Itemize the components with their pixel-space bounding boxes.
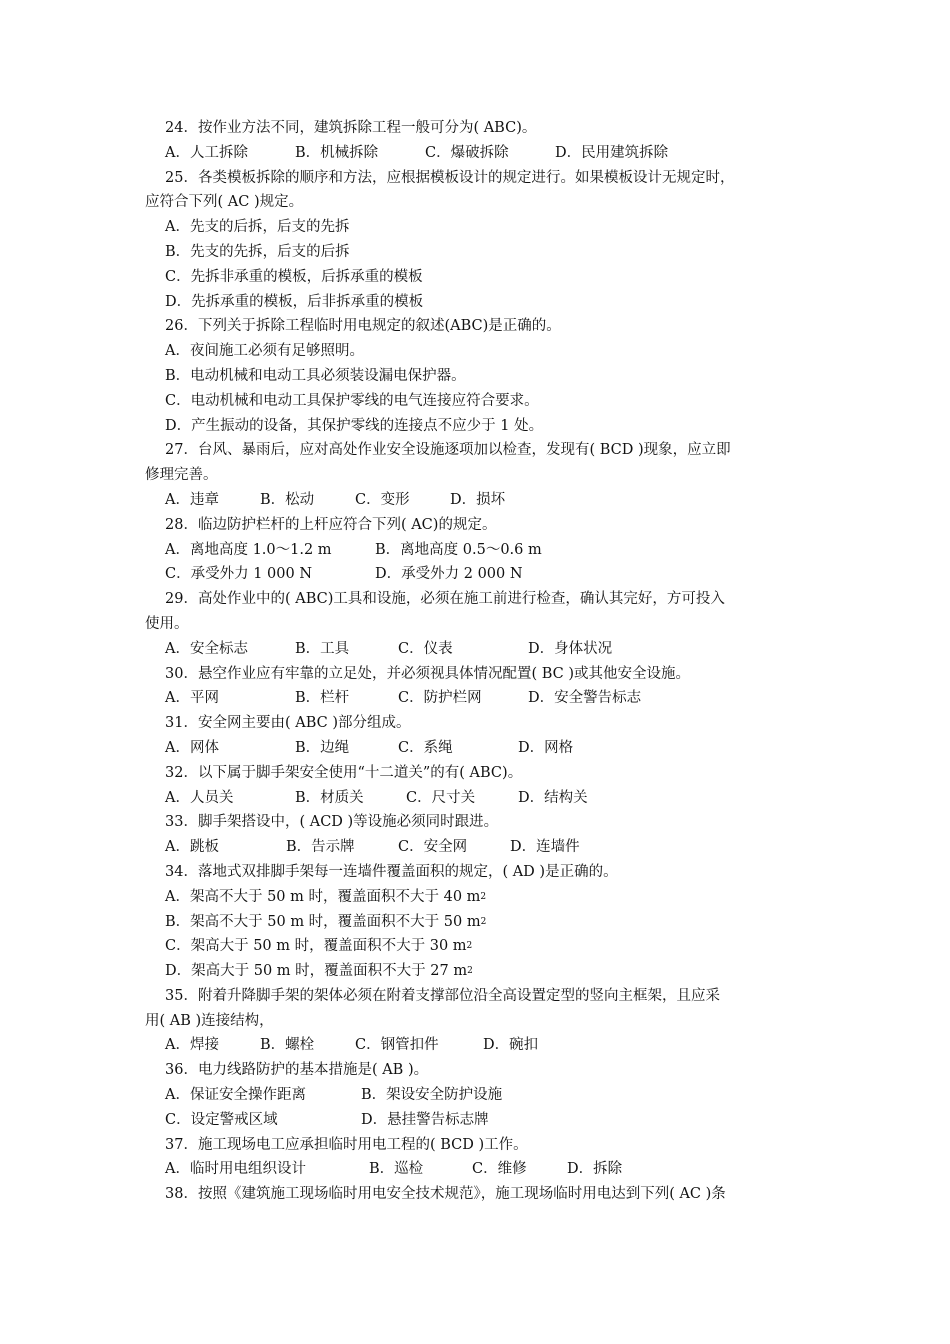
options-line (145, 538, 809, 563)
text-line (145, 934, 809, 959)
option-item: B．松动 (260, 491, 315, 508)
text-line (145, 984, 809, 1009)
options-line (145, 562, 809, 587)
options-line (145, 1033, 809, 1058)
option-item: D．身体状况 (528, 640, 613, 657)
option-item: C．爆破拆除 (425, 144, 509, 161)
option-item: C．钢管扣件 (355, 1037, 439, 1054)
text-line (145, 290, 809, 315)
option-item: D．安全警告标志 (528, 690, 642, 707)
line-text: A．夜间施工必须有足够照明。 (165, 343, 364, 360)
line-text: B．先支的先拆，后支的后拆 (165, 243, 350, 260)
text-line (145, 389, 809, 414)
line-text: B．电动机械和电动工具必须装设漏电保护器。 (165, 367, 466, 384)
options-line (145, 1083, 809, 1108)
text-line (145, 314, 809, 339)
option-item: A．人工拆除 (165, 144, 248, 161)
line-text: 使用。 (145, 615, 189, 632)
text-line (145, 612, 809, 637)
line-text: 37．施工现场电工应承担临时用电工程的( BCD )工作。 (165, 1136, 528, 1153)
line-text: A．先支的后拆，后支的先拆 (165, 219, 350, 236)
option-item: D．连墙件 (510, 839, 580, 856)
text-line (145, 116, 809, 141)
option-item: D．悬挂警告标志牌 (361, 1111, 489, 1128)
text-line (145, 959, 809, 984)
line-text: 用( AB )连接结构， (145, 1012, 274, 1029)
superscript: 2 (466, 941, 473, 952)
line-text: C．电动机械和电动工具保护零线的电气连接应符合要求。 (165, 392, 539, 409)
text-line (145, 513, 809, 538)
option-item: D．碗扣 (483, 1037, 539, 1054)
option-item: C．防护栏网 (398, 690, 482, 707)
option-item: B．螺栓 (260, 1037, 315, 1054)
line-text: C．先拆非承重的模板，后拆承重的模板 (165, 268, 423, 285)
text-line (145, 885, 809, 910)
text-line (145, 414, 809, 439)
text-line (145, 662, 809, 687)
option-item: A．人员关 (165, 789, 234, 806)
line-text: 30．悬空作业应有牢靠的立足处，并必须视具体情况配置( BC )或其他安全设施。 (165, 665, 690, 682)
line-text: C．架高大于 50 m 时，覆盖面积不大于 30 m (165, 938, 467, 955)
option-item: C．承受外力 1 000 N (165, 566, 313, 583)
options-line (145, 488, 809, 513)
option-item: D．承受外力 2 000 N (375, 566, 523, 583)
line-text: 34．落地式双排脚手架每一连墙件覆盖面积的规定，( AD )是正确的。 (165, 863, 618, 880)
options-line (145, 736, 809, 761)
text-line (145, 810, 809, 835)
text-line (145, 339, 809, 364)
options-line (145, 1108, 809, 1133)
line-text: 29．高处作业中的( ABC)工具和设施，必须在施工前进行检查，确认其完好，方可投入 (165, 591, 725, 608)
line-text: 36．电力线路防护的基本措施是( AB )。 (165, 1062, 429, 1079)
line-text: 38．按照《建筑施工现场临时用电安全技术规范》，施工现场临时用电达到下列( AC )条 (165, 1186, 726, 1203)
option-item: B．材质关 (295, 789, 364, 806)
option-item: B．告示牌 (286, 839, 355, 856)
options-line (145, 637, 809, 662)
text-line (145, 587, 809, 612)
option-item: A．保证安全操作距离 (165, 1087, 306, 1104)
option-item: A．跳板 (165, 839, 219, 856)
option-item: B．边绳 (295, 739, 350, 756)
option-item: D．网格 (518, 739, 574, 756)
question-list (145, 116, 809, 1207)
text-line (145, 1009, 809, 1034)
option-item: B．巡检 (369, 1161, 424, 1178)
text-line (145, 463, 809, 488)
option-item: A．离地高度 1.0～1.2 m (165, 541, 332, 558)
option-item: A．安全标志 (165, 640, 248, 657)
text-line (145, 860, 809, 885)
text-line (145, 1182, 809, 1207)
line-text: A．架高不大于 50 m 时，覆盖面积不大于 40 m (165, 888, 481, 905)
text-line (145, 910, 809, 935)
option-item: C．系绳 (398, 739, 453, 756)
text-line (145, 166, 809, 191)
option-item: C．设定警戒区域 (165, 1111, 278, 1128)
line-text: 27．台风、暴雨后，应对高处作业安全设施逐项加以检查，发现有( BCD )现象，应立即 (165, 442, 731, 459)
line-text: D．产生振动的设备，其保护零线的连接点不应少于 1 处。 (165, 417, 544, 434)
text-line (145, 215, 809, 240)
options-line (145, 786, 809, 811)
superscript: 2 (467, 966, 473, 977)
option-item: C．仪表 (398, 640, 453, 657)
text-line (145, 1133, 809, 1158)
option-item: C．安全网 (398, 839, 468, 856)
option-item: A．焊接 (165, 1037, 219, 1054)
line-text: 应符合下列( AC )规定。 (145, 194, 304, 211)
line-text: 26．下列关于拆除工程临时用电规定的叙述(ABC)是正确的。 (165, 318, 561, 335)
option-item: D．民用建筑拆除 (555, 144, 669, 161)
option-item: A．网体 (165, 739, 219, 756)
options-line (145, 835, 809, 860)
line-text: D．架高大于 50 m 时，覆盖面积不大于 27 m (165, 963, 468, 980)
text-line (145, 1058, 809, 1083)
option-item: D．损坏 (450, 491, 506, 508)
line-text: 25．各类模板拆除的顺序和方法，应根据模板设计的规定进行。如果模板设计无规定时， (165, 169, 735, 186)
superscript: 2 (480, 891, 487, 902)
option-item: A．平网 (165, 690, 219, 707)
text-line (145, 265, 809, 290)
line-text: 31．安全网主要由( ABC )部分组成。 (165, 715, 411, 732)
line-text: B．架高不大于 50 m 时，覆盖面积不大于 50 m (165, 913, 481, 930)
options-line (145, 686, 809, 711)
options-line (145, 1157, 809, 1182)
option-item: D．拆除 (567, 1161, 623, 1178)
text-line (145, 438, 809, 463)
text-line (145, 761, 809, 786)
option-item: C．尺寸关 (406, 789, 476, 806)
text-line (145, 240, 809, 265)
line-text: 24．按作业方法不同，建筑拆除工程一般可分为( ABC)。 (165, 120, 537, 136)
option-item: C．变形 (355, 491, 410, 508)
line-text: 28．临边防护栏杆的上杆应符合下列( AC)的规定。 (165, 516, 497, 533)
option-item: C．维修 (472, 1161, 527, 1178)
line-text: 33．脚手架搭设中，( ACD )等设施必须同时跟进。 (165, 814, 499, 831)
option-item: D．结构关 (518, 789, 588, 806)
line-text: D．先拆承重的模板，后非拆承重的模板 (165, 293, 424, 310)
line-text: 35．附着升降脚手架的架体必须在附着支撑部位沿全高设置定型的竖向主框架，且应采 (165, 987, 720, 1004)
line-text: 32．以下属于脚手架安全使用“十二道关”的有( ABC)。 (165, 764, 523, 781)
option-item: A．违章 (165, 491, 219, 508)
line-text: 修理完善。 (145, 467, 218, 484)
superscript: 2 (480, 916, 487, 927)
text-line (145, 364, 809, 389)
options-line (145, 141, 809, 166)
text-line (145, 190, 809, 215)
text-line (145, 711, 809, 736)
option-item: B．工具 (295, 640, 350, 657)
option-item: B．架设安全防护设施 (361, 1087, 503, 1104)
option-item: B．机械拆除 (295, 144, 379, 161)
option-item: B．离地高度 0.5～0.6 m (375, 541, 542, 558)
option-item: B．栏杆 (295, 690, 350, 707)
option-item: A．临时用电组织设计 (165, 1161, 306, 1178)
